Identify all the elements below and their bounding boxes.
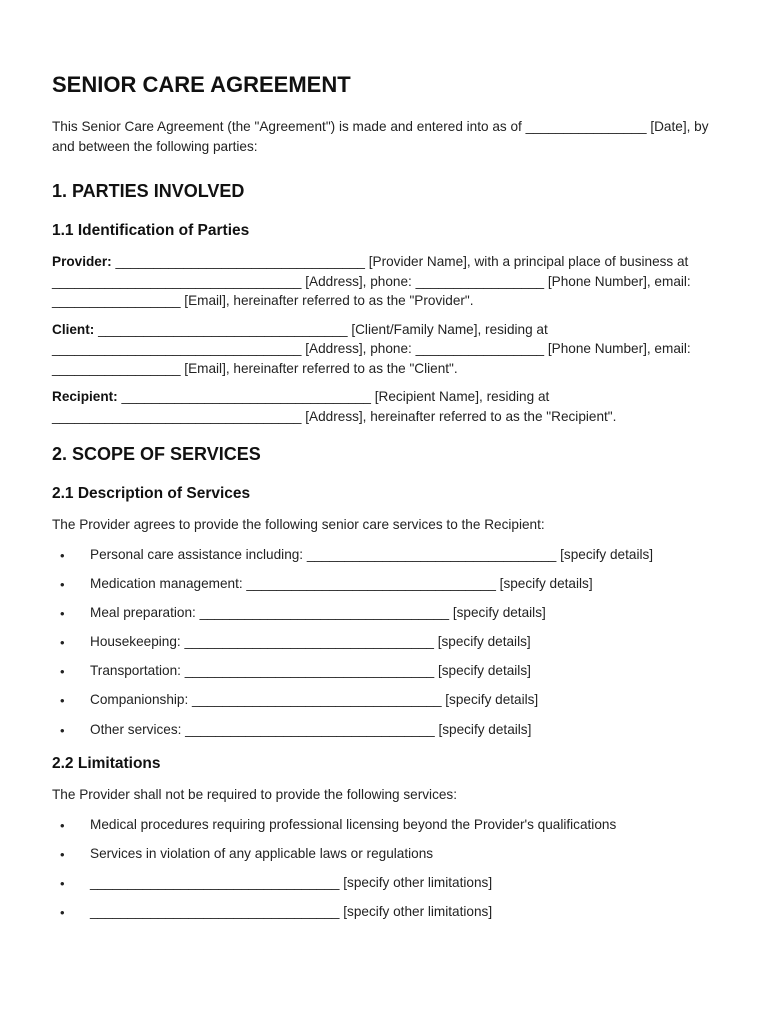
provider-paragraph (52, 252, 712, 311)
intro-paragraph: This Senior Care Agreement (the "Agreement") is made and entered into as of ________________ [Date], by and between the following parties: (52, 119, 709, 154)
bullet-icon: • (60, 876, 65, 891)
recipient-label: Recipient: (52, 389, 118, 404)
list-item-text: Personal care assistance including: _________________________________ [specify details] (90, 546, 654, 562)
provider-label: Provider: (52, 254, 112, 269)
list-item-text: _________________________________ [specify other limitations] (90, 875, 493, 890)
list-item (52, 632, 712, 652)
list-item-text: Companionship: _________________________________ [specify details] (90, 692, 539, 708)
limitations-lead: The Provider shall not be required to provide the following services: (52, 787, 458, 803)
bullet-icon: • (60, 605, 65, 621)
list-item-text: Services in violation of any applicable laws or regulations (90, 845, 434, 861)
client-paragraph (52, 320, 712, 379)
list-item (52, 661, 712, 681)
list-item-text: Other services: _________________________________ [specify details] (90, 721, 532, 737)
services-lead: The Provider agrees to provide the following senior care services to the Recipient: (52, 517, 545, 532)
bullet-icon: • (60, 905, 65, 921)
bullet-icon: • (60, 576, 65, 592)
list-item (52, 603, 712, 623)
section-2-1-heading: 2.1 Description of Services (52, 485, 251, 502)
bullet-icon: • (60, 693, 65, 709)
document-body (52, 70, 712, 936)
list-item (52, 545, 712, 565)
list-item (52, 690, 712, 710)
services-list (52, 545, 712, 740)
section-2-2-heading: 2.2 Limitations (52, 755, 161, 773)
bullet-icon: • (60, 664, 65, 680)
list-item (52, 902, 712, 922)
document-title: SENIOR CARE AGREEMENT (52, 72, 351, 97)
bullet-icon: • (60, 635, 65, 651)
list-item (52, 720, 712, 740)
list-item-text: Meal preparation: _________________________________ [specify details] (90, 604, 546, 620)
limitations-list (52, 815, 712, 922)
list-item (52, 574, 712, 594)
client-text: _________________________________ [Client/Family Name], residing at _________________________________ [Address], phone: _________________ [Phone Number], email: _________________ [Email], hereinafter referred to as the "Client". (52, 321, 691, 376)
bullet-icon: • (60, 846, 65, 862)
list-item (52, 815, 712, 835)
bullet-icon: • (60, 722, 65, 738)
list-item (52, 873, 712, 893)
provider-text: _________________________________ [Provider Name], with a principal place of business at _________________________________ [Address], phone: _________________ [Phone Number], email: _________________ [Email], hereinafter referred to as the "Provider". (52, 254, 691, 308)
section-1-heading: 1. PARTIES INVOLVED (52, 181, 245, 201)
bullet-icon: • (60, 547, 65, 563)
recipient-paragraph (52, 387, 712, 426)
list-item-text: Housekeeping: _________________________________ [specify details] (90, 634, 531, 650)
recipient-text: _________________________________ [Recipient Name], residing at _________________________________ [Address], hereinafter referred to as the "Recipient". (52, 389, 617, 424)
list-item-text: Medication management: _________________________________ [specify details] (90, 575, 593, 591)
client-label: Client: (52, 321, 95, 337)
list-item-text: Transportation: _________________________________ [specify details] (90, 663, 531, 679)
bullet-icon: • (60, 817, 65, 833)
section-1-1-heading: 1.1 Identification of Parties (52, 222, 250, 239)
section-2-heading: 2. SCOPE OF SERVICES (52, 444, 261, 464)
list-item (52, 844, 712, 864)
list-item-text: _________________________________ [specify other limitations] (90, 904, 493, 920)
list-item-text: Medical procedures requiring professional licensing beyond the Provider's qualifications (90, 816, 617, 832)
